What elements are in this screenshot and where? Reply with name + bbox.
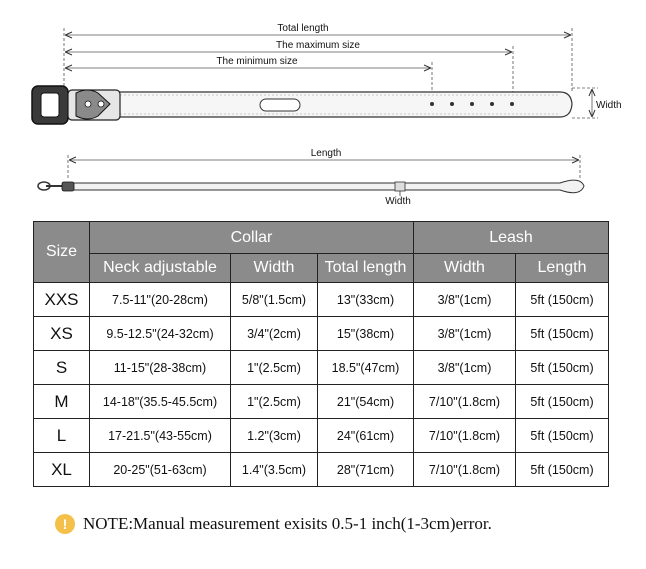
leash-length-cell: 5ft (150cm) (516, 419, 609, 453)
measurement-note (55, 514, 492, 534)
neck-adjustable-header: Neck adjustable (90, 254, 231, 283)
leash-length-cell: 5ft (150cm) (516, 453, 609, 487)
neck-cell: 11-15"(28-38cm) (90, 351, 231, 385)
leash-length-cell: 5ft (150cm) (516, 385, 609, 419)
leash-width-label: Width (385, 196, 411, 207)
leash-width-cell: 7/10"(1.8cm) (414, 385, 516, 419)
leash-width-cell: 7/10"(1.8cm) (414, 419, 516, 453)
leash-width-cell: 7/10"(1.8cm) (414, 453, 516, 487)
warning-icon: ! (55, 514, 75, 534)
neck-cell: 17-21.5"(43-55cm) (90, 419, 231, 453)
leash-length-header: Length (516, 254, 609, 283)
size-cell: L (34, 419, 90, 453)
size-column-header: Size (34, 222, 90, 283)
total-length-label: Total length (277, 23, 329, 34)
minimum-size-label: The minimum size (216, 56, 298, 67)
collar-group-header: Collar (90, 222, 414, 254)
collar-width-cell: 1"(2.5cm) (231, 385, 318, 419)
table-row (34, 419, 609, 453)
note-text: NOTE:Manual measurement exisits 0.5-1 inch(1-3cm)error. (83, 514, 492, 533)
collar-width-cell: 5/8"(1.5cm) (231, 283, 318, 317)
neck-cell: 9.5-12.5"(24-32cm) (90, 317, 231, 351)
maximum-size-label: The maximum size (276, 40, 360, 51)
collar-width-cell: 1.4"(3.5cm) (231, 453, 318, 487)
total-length-header: Total length (318, 254, 414, 283)
neck-cell: 20-25"(51-63cm) (90, 453, 231, 487)
leash-illustration (38, 180, 584, 196)
neck-cell: 7.5-11"(20-28cm) (90, 283, 231, 317)
total-length-cell: 15"(38cm) (318, 317, 414, 351)
table-row (34, 453, 609, 487)
leash-length-cell: 5ft (150cm) (516, 283, 609, 317)
table-row (34, 283, 609, 317)
collar-illustration (32, 86, 572, 124)
table-row (34, 385, 609, 419)
size-cell: S (34, 351, 90, 385)
leash-width-cell: 3/8"(1cm) (414, 317, 516, 351)
size-cell: XS (34, 317, 90, 351)
total-length-cell: 28"(71cm) (318, 453, 414, 487)
measurement-diagram (0, 0, 646, 215)
leash-length-cell: 5ft (150cm) (516, 351, 609, 385)
size-cell: XL (34, 453, 90, 487)
size-cell: M (34, 385, 90, 419)
total-length-cell: 13"(33cm) (318, 283, 414, 317)
size-chart-table (33, 221, 609, 487)
neck-cell: 14-18"(35.5-45.5cm) (90, 385, 231, 419)
total-length-cell: 24"(61cm) (318, 419, 414, 453)
leash-width-cell: 3/8"(1cm) (414, 283, 516, 317)
collar-width-header: Width (231, 254, 318, 283)
collar-width-label: Width (596, 100, 622, 111)
total-length-cell: 18.5"(47cm) (318, 351, 414, 385)
total-length-cell: 21"(54cm) (318, 385, 414, 419)
leash-width-cell: 3/8"(1cm) (414, 351, 516, 385)
table-row (34, 317, 609, 351)
leash-length-label: Length (310, 148, 342, 159)
size-cell: XXS (34, 283, 90, 317)
leash-length-cell: 5ft (150cm) (516, 317, 609, 351)
collar-width-cell: 3/4"(2cm) (231, 317, 318, 351)
collar-width-cell: 1.2"(3cm) (231, 419, 318, 453)
collar-width-cell: 1"(2.5cm) (231, 351, 318, 385)
table-row (34, 351, 609, 385)
leash-group-header: Leash (414, 222, 609, 254)
leash-width-header: Width (414, 254, 516, 283)
